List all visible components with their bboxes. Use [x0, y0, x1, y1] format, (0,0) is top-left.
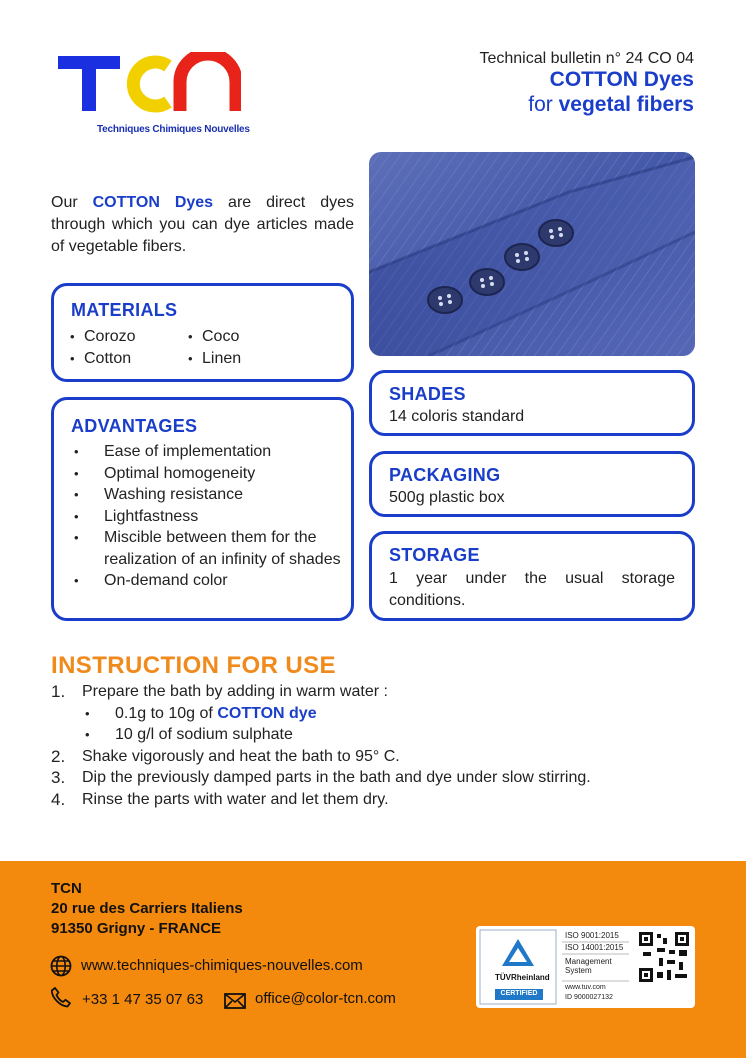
shades-text: 14 coloris standard — [389, 408, 525, 425]
intro-product: COTTON Dyes — [92, 194, 214, 211]
list-item: • Lightfastness — [54, 506, 344, 528]
step-number: 4. — [51, 789, 66, 809]
intro-paragraph — [51, 192, 354, 258]
shades-title: SHADES — [389, 384, 466, 404]
certified-label: CERTIFIED — [500, 990, 538, 997]
list-item: • Optimal homogeneity — [54, 463, 344, 485]
logo-subtitle: Techniques Chimiques Nouvelles — [97, 124, 250, 135]
tcn-logo-mark — [56, 52, 241, 122]
globe-icon — [50, 955, 72, 977]
city: 91350 Grigny - FRANCE — [51, 920, 222, 937]
list-item: • Ease of implementation — [54, 441, 344, 463]
step-number: 3. — [51, 768, 66, 787]
company-name: TCN — [51, 880, 82, 897]
list-item: • Linen — [172, 348, 241, 370]
step-text: Dip the previously damped parts in the bath and dye under slow stirring. — [82, 769, 591, 786]
materials-list-right — [172, 326, 241, 370]
jacket-sleeve-photo — [369, 152, 695, 356]
storage-text: 1 year under the usual storage conditions. — [389, 570, 675, 609]
step-number: 2. — [51, 746, 66, 766]
list-item: • On-demand color — [54, 570, 344, 592]
phone-icon — [50, 986, 72, 1008]
list-item: • Corozo — [54, 326, 136, 348]
advantages-title: ADVANTAGES — [71, 416, 198, 436]
step-text: Prepare the bath by adding in warm water : — [82, 683, 388, 700]
tuv-brand: TÜVRheinland — [495, 973, 550, 982]
instructions-title: INSTRUCTION FOR USE — [51, 652, 336, 679]
management-system — [565, 957, 612, 975]
materials-box — [51, 283, 354, 382]
storage-title: STORAGE — [389, 545, 480, 565]
system-line-2: System — [565, 966, 592, 975]
certificate-id: ID 9000027132 — [565, 994, 613, 1001]
mail-icon — [224, 993, 246, 1009]
list-item: • Miscible between them for the realization of an infinity of shades — [54, 527, 344, 570]
email-link[interactable]: office@color-tcn.com — [255, 990, 396, 1007]
packaging-box — [369, 451, 695, 517]
system-line-1: Management — [565, 957, 612, 966]
intro-prefix: Our — [51, 194, 78, 211]
sub-bold: COTTON dye — [217, 704, 317, 722]
iso-9001: ISO 9001:2015 — [565, 931, 619, 940]
step-2 — [51, 746, 701, 768]
packaging-text: 500g plastic box — [389, 489, 505, 506]
list-item: • Cotton — [54, 348, 136, 370]
bulletin-number: Technical bulletin n° 24 CO 04 — [479, 50, 694, 67]
website-link[interactable]: www.techniques-chimiques-nouvelles.com — [81, 957, 363, 974]
storage-box — [369, 531, 695, 621]
instructions-list — [51, 681, 701, 810]
subtitle-prefix: for — [528, 93, 553, 116]
step-3 — [51, 767, 701, 789]
step-number: 1. — [51, 682, 66, 701]
shades-box — [369, 370, 695, 436]
list-item: • Coco — [172, 326, 241, 348]
phone-number[interactable]: +33 1 47 35 07 63 — [82, 991, 204, 1008]
advantages-box — [51, 397, 354, 621]
street: 20 rue des Carriers Italiens — [51, 900, 243, 917]
step-4 — [51, 789, 701, 811]
advantages-list — [54, 441, 344, 592]
step-1-sub-2: • 10 g/l of sodium sulphate — [51, 724, 701, 746]
tuv-url: www.tuv.com — [565, 984, 606, 991]
step-text: Shake vigorously and heat the bath to 95° C. — [82, 747, 400, 765]
sub-text: 0.1g to 10g of — [115, 704, 213, 722]
list-item: • Washing resistance — [54, 484, 344, 506]
intro-text: are direct dyes through which you can dye articles made of vegetable fibers. — [51, 194, 354, 255]
materials-title: MATERIALS — [71, 300, 178, 320]
step-1-sub-1 — [51, 703, 701, 725]
product-title: COTTON Dyes — [549, 68, 694, 91]
address-block — [51, 879, 243, 939]
iso-14001: ISO 14001:2015 — [565, 943, 624, 952]
tuv-certification-badge — [476, 926, 695, 1008]
materials-list-left — [54, 326, 136, 370]
step-1 — [51, 681, 701, 703]
step-text: Rinse the parts with water and let them dry. — [82, 790, 389, 808]
subtitle-bold: vegetal fibers — [558, 93, 694, 116]
qr-code[interactable] — [638, 931, 690, 983]
product-subtitle — [528, 93, 694, 117]
packaging-title: PACKAGING — [389, 465, 501, 485]
